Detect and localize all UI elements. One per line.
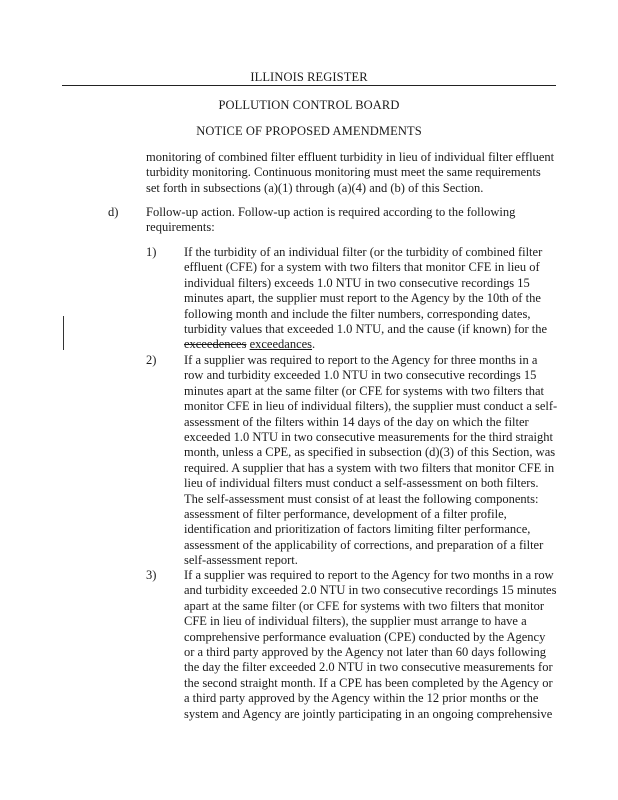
item-1-text bbox=[184, 245, 546, 353]
item-2-label: 2) bbox=[146, 353, 157, 367]
item-2-line: exceeded 1.0 NTU in two consecutive measurements for the third straight bbox=[184, 430, 553, 445]
sentence-end: . bbox=[312, 337, 316, 352]
item-1-line: turbidity values that exceeded 1.0 NTU, and the cause (if known) for the bbox=[184, 322, 548, 337]
item-3-line: the day the filter exceeded 2.0 NTU in two consecutive measurements for bbox=[184, 660, 553, 675]
intro-paragraph bbox=[146, 150, 555, 196]
item-2-line: lieu of individual filters must conduct a self-assessment on both filters. bbox=[184, 476, 539, 491]
item-1-amended-line bbox=[184, 337, 546, 352]
item-3-line: or a third party approved by the Agency not later than 60 days following bbox=[184, 645, 547, 660]
item-1-label: 1) bbox=[146, 245, 157, 259]
inserted-word: exceedances bbox=[249, 337, 313, 352]
item-3-line: and turbidity exceeded 2.0 NTU in two consecutive recordings 15 minutes bbox=[184, 583, 557, 598]
item-2-line: The self-assessment must consist of at least the following components: bbox=[184, 491, 539, 506]
notice-title: NOTICE OF PROPOSED AMENDMENTS bbox=[196, 124, 422, 138]
intro-line: set forth in subsections (a)(1) through (a)(4) and (b) of this Section. bbox=[146, 180, 484, 195]
item-2-line: row and turbidity exceeded 1.0 NTU in two consecutive recordings 15 bbox=[184, 368, 537, 383]
item-2-line: required. A supplier that has a system with two filters that monitor CFE in bbox=[184, 460, 555, 475]
intro-line: turbidity monitoring. Continuous monitoring must meet the same requirements bbox=[146, 165, 541, 180]
item-3-line: apart at the same filter (or CFE for systems with two filters that monitor bbox=[184, 598, 544, 613]
subsection-d-line: requirements: bbox=[146, 220, 215, 235]
item-3-line: If a supplier was required to report to the Agency for two months in a row bbox=[184, 568, 554, 582]
subsection-d-label: d) bbox=[108, 205, 119, 219]
item-2-line: assessment of the filters within 14 days of the day on which the filter bbox=[184, 414, 529, 429]
item-2-text bbox=[184, 353, 558, 569]
register-title: ILLINOIS REGISTER bbox=[250, 70, 368, 84]
item-3-text bbox=[184, 568, 557, 722]
header-rule bbox=[62, 85, 556, 86]
item-2-line: self-assessment report. bbox=[184, 553, 298, 568]
item-1-line: following month and include the filter numbers, corresponding dates, bbox=[184, 306, 531, 321]
item-2-line: assessment of filter performance, development of a filter profile, bbox=[184, 507, 507, 522]
item-3-line: a third party approved by the Agency within the 12 prior months or the bbox=[184, 691, 539, 706]
item-2-line: If a supplier was required to report to the Agency for three months in a bbox=[184, 353, 538, 367]
subsection-d-line: Follow-up action. Follow-up action is required according to the following bbox=[146, 205, 516, 219]
item-1-line: minutes apart, the supplier must report to the Agency by the 10th of the bbox=[184, 291, 541, 306]
item-2-line: minutes apart at the same filter (or CFE for systems with two filters that bbox=[184, 383, 544, 398]
item-3-line: CFE in lieu of individual filters), the supplier must arrange to have a bbox=[184, 614, 527, 629]
item-2-line: month, unless a CPE, as specified in subsection (d)(3) of this Section, was bbox=[184, 445, 556, 460]
item-3-label: 3) bbox=[146, 568, 157, 582]
revision-margin-bar bbox=[63, 316, 64, 350]
intro-line: monitoring of combined filter effluent turbidity in lieu of individual filter effluent bbox=[146, 150, 555, 164]
item-3-line: comprehensive performance evaluation (CPE) conducted by the Agency bbox=[184, 629, 546, 644]
item-2-line: identification and prioritization of factors limiting filter performance, bbox=[184, 522, 531, 537]
item-2-line: monitor CFE in lieu of individual filters), the supplier must conduct a self- bbox=[184, 399, 558, 414]
item-3-line: the second straight month. If a CPE has been completed by the Agency or bbox=[184, 675, 553, 690]
subsection-d-text bbox=[146, 205, 546, 236]
item-3-line: system and Agency are jointly participating in an ongoing comprehensive bbox=[184, 706, 553, 721]
item-1-line: individual filters) exceeds 1.0 NTU in two consecutive recordings 15 bbox=[184, 275, 530, 290]
item-1-line: effluent (CFE) for a system with two filters that monitor CFE in lieu of bbox=[184, 260, 540, 275]
item-1-line: If the turbidity of an individual filter (or the turbidity of combined filter bbox=[184, 245, 543, 259]
item-2-line: assessment of the applicability of corrections, and preparation of a filter bbox=[184, 537, 544, 552]
struck-word: exceedences bbox=[184, 337, 247, 352]
board-title: POLLUTION CONTROL BOARD bbox=[218, 98, 400, 112]
